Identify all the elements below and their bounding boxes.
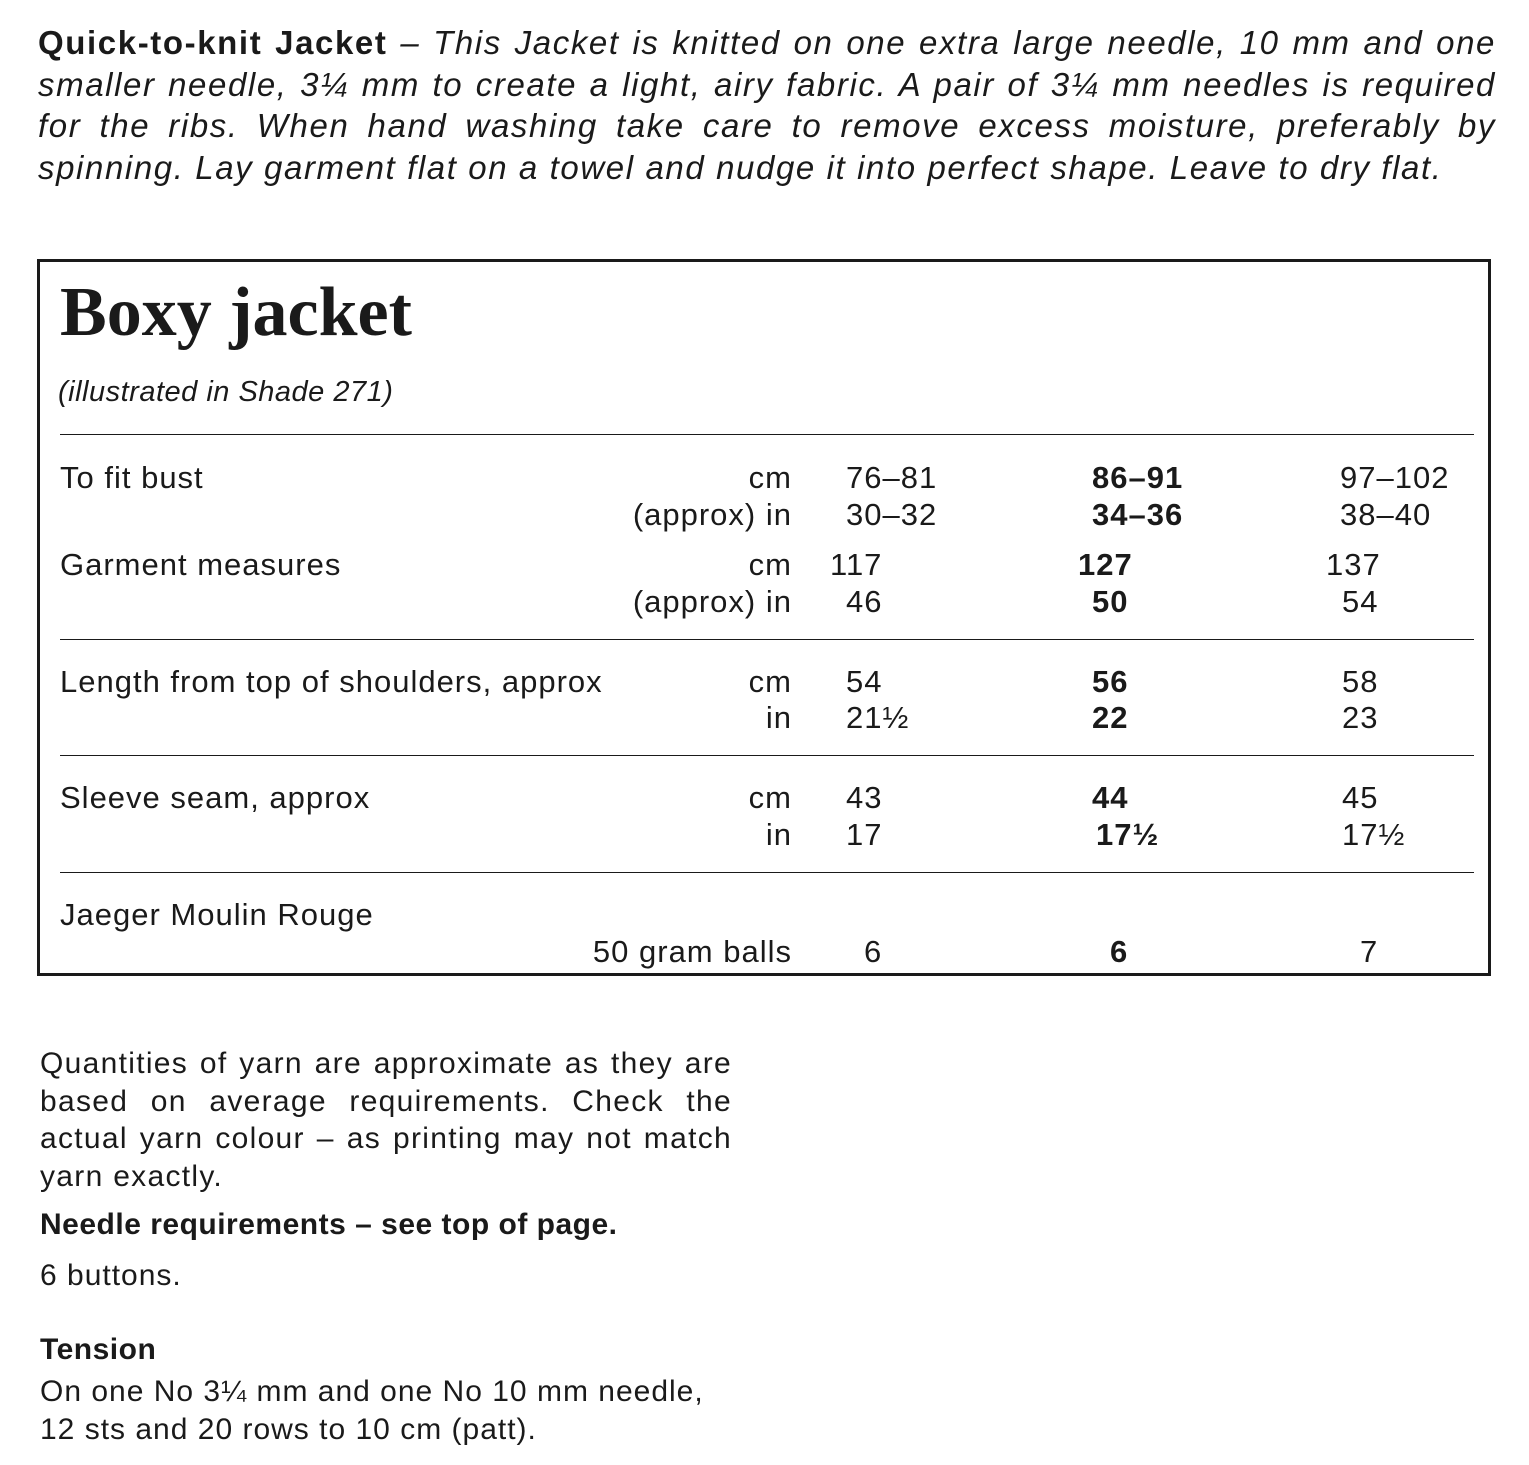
row-label: Garment measures xyxy=(60,547,342,582)
value-size-3: 137 xyxy=(1326,547,1381,582)
divider xyxy=(60,639,1474,640)
table-row xyxy=(40,546,1488,583)
row-label: To fit bust xyxy=(60,460,204,495)
row-unit: cm xyxy=(748,460,792,495)
row-unit: in xyxy=(765,817,792,852)
value-size-2: 34–36 xyxy=(1092,497,1184,532)
value-size-1: 43 xyxy=(846,780,883,815)
value-size-1: 54 xyxy=(846,664,883,699)
table-row xyxy=(40,496,1488,533)
buttons-requirement: 6 buttons. xyxy=(40,1259,182,1292)
row-unit: cm xyxy=(748,547,792,582)
value-size-1: 30–32 xyxy=(846,497,938,532)
value-size-3: 54 xyxy=(1342,584,1379,619)
divider xyxy=(60,434,1474,435)
value-size-3: 58 xyxy=(1342,664,1379,699)
table-row xyxy=(40,816,1488,853)
intro-lead: Quick-to-knit Jacket xyxy=(38,24,388,61)
tension-heading: Tension xyxy=(40,1333,157,1366)
value-size-3: 38–40 xyxy=(1340,497,1432,532)
value-size-1: 117 xyxy=(830,547,883,582)
value-size-2: 44 xyxy=(1092,780,1129,815)
intro-paragraph xyxy=(38,22,1496,188)
value-size-3: 45 xyxy=(1342,780,1379,815)
divider xyxy=(60,755,1474,756)
tension-line-2: 12 sts and 20 rows to 10 cm (patt). xyxy=(40,1412,537,1446)
value-size-1: 6 xyxy=(864,934,883,969)
table-row xyxy=(40,779,1488,816)
value-size-3: 17½ xyxy=(1342,817,1406,852)
table-row xyxy=(40,663,1488,700)
row-unit: (approx) in xyxy=(632,584,792,619)
needle-requirements: Needle requirements – see top of page. xyxy=(40,1208,618,1241)
row-unit: (approx) in xyxy=(632,497,792,532)
value-size-2: 86–91 xyxy=(1092,460,1184,495)
row-unit: in xyxy=(765,700,792,735)
pattern-title: Boxy jacket xyxy=(60,274,412,351)
table-row xyxy=(40,583,1488,620)
yarn-quantity-note: Quantities of yarn are approximate as they are based on average requirements. Check the actual yarn colour – as printing may not match yarn exactly. xyxy=(40,1047,732,1193)
table-row xyxy=(40,459,1488,496)
row-unit: 50 gram balls xyxy=(592,934,792,969)
value-size-3: 97–102 xyxy=(1340,460,1450,495)
shade-subtitle: (illustrated in Shade 271) xyxy=(58,376,394,408)
value-size-1: 76–81 xyxy=(846,460,938,495)
value-size-1: 21½ xyxy=(846,700,910,735)
tension-text xyxy=(40,1373,760,1448)
value-size-2: 56 xyxy=(1092,664,1129,699)
row-label: Length from top of shoulders, approx xyxy=(60,664,603,699)
value-size-2: 22 xyxy=(1092,700,1129,735)
size-table-box xyxy=(37,259,1491,976)
table-row xyxy=(40,933,1488,970)
divider xyxy=(60,872,1474,873)
value-size-3: 23 xyxy=(1342,700,1379,735)
value-size-1: 17 xyxy=(846,817,883,852)
value-size-2: 6 xyxy=(1110,934,1129,969)
row-label: Jaeger Moulin Rouge xyxy=(60,897,374,932)
tension-line-1: On one No 3¼ mm and one No 10 mm needle, xyxy=(40,1375,704,1408)
value-size-3: 7 xyxy=(1360,934,1379,969)
intro-body: – This Jacket is knitted on one extra large needle, 10 mm and one smaller needle, 3¼ mm to create a light, airy fabric. A pair of 3¼ mm needles is required for the ribs. When hand washing take care to remove excess moisture, preferably by spinning. Lay garment flat on a towel and nudge it into perfect shape. Leave to dry flat. xyxy=(38,24,1496,186)
table-row xyxy=(40,699,1488,736)
row-label: Sleeve seam, approx xyxy=(60,780,371,815)
table-row xyxy=(40,896,1488,933)
value-size-1: 46 xyxy=(846,584,883,619)
value-size-2: 17½ xyxy=(1096,817,1160,852)
row-unit: cm xyxy=(748,664,792,699)
value-size-2: 50 xyxy=(1092,584,1129,619)
value-size-2: 127 xyxy=(1078,547,1133,582)
row-unit: cm xyxy=(748,780,792,815)
